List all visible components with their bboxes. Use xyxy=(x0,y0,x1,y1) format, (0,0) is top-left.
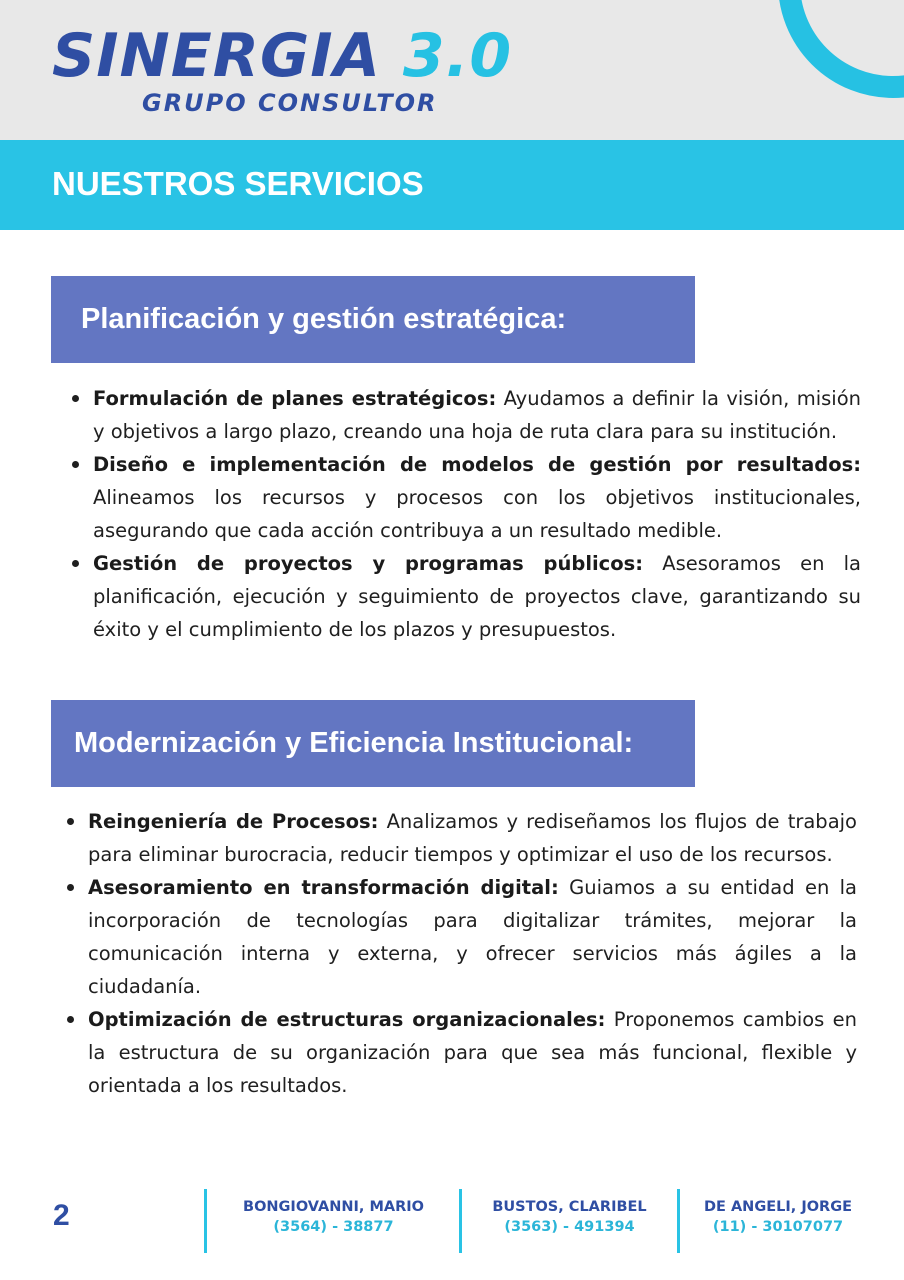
list-item xyxy=(88,1003,857,1102)
item-text: Guiamos a su entidad en la incorporación de tecnologías para digitalizar trámites, mejorar la comunicación interna y externa, y ofrecer servicios más ágiles a la ciudadanía. xyxy=(88,876,858,998)
item-heading: Diseño e implementación de modelos de gestión por resultados: xyxy=(93,453,861,476)
list-item xyxy=(88,805,857,871)
contact-bustos xyxy=(462,1197,677,1237)
item-text: Analizamos y rediseñamos los flujos de trabajo para eliminar burocracia, reducir tiempos y optimizar el uso de los recursos. xyxy=(88,810,857,866)
contact-name: BUSTOS, CLARIBEL xyxy=(492,1199,647,1215)
header xyxy=(0,0,904,140)
contact-phone: (11) - 30107077 xyxy=(712,1219,844,1235)
item-heading: Formulación de planes estratégicos: xyxy=(93,387,497,410)
service-list-modernization xyxy=(88,805,857,1102)
item-heading: Asesoramiento en transformación digital: xyxy=(88,876,559,899)
list-item xyxy=(88,871,857,1003)
contact-phone: (3563) - 491394 xyxy=(504,1219,635,1235)
contact-name: DE ANGELI, JORGE xyxy=(703,1199,853,1215)
section-header-planning xyxy=(51,276,695,363)
list-item xyxy=(93,382,861,448)
section-header-modernization xyxy=(51,700,695,787)
item-text: Asesoramos en la planificación, ejecución y seguimiento de proyectos clave, garantizando su éxito y el cumplimiento de los plazos y presupuestos. xyxy=(93,552,861,641)
item-text: Alineamos los recursos y procesos con los objetivos institucionales, asegurando que cada acción contribuya a un resultado medible. xyxy=(93,486,861,542)
item-heading: Optimización de estructuras organizacionales: xyxy=(88,1008,606,1031)
brand-name: SINERGIA xyxy=(52,21,381,91)
section-title: Planificación y gestión estratégica: xyxy=(81,303,567,335)
brand-version: 3.0 xyxy=(402,21,513,91)
page-number: 2 xyxy=(53,1199,70,1232)
brand-logo-title xyxy=(52,18,512,94)
item-text: Ayudamos a definir la visión, misión y objetivos a largo plazo, creando una hoja de ruta clara para su institución. xyxy=(93,387,862,443)
item-heading: Reingeniería de Procesos: xyxy=(88,810,379,833)
contact-name: BONGIOVANNI, MARIO xyxy=(243,1199,424,1215)
page-title: NUESTROS SERVICIOS xyxy=(52,165,424,202)
service-list-planning xyxy=(93,382,861,646)
item-text: Proponemos cambios en la estructura de su organización para que sea más funcional, flexible y orientada a los resultados. xyxy=(88,1008,857,1097)
contact-phone: (3564) - 38877 xyxy=(273,1219,394,1235)
section-title: Modernización y Eficiencia Institucional: xyxy=(74,727,634,759)
list-item xyxy=(93,448,861,547)
brand-subtitle: GRUPO CONSULTOR xyxy=(142,89,438,117)
item-heading: Gestión de proyectos y programas públicos: xyxy=(93,552,644,575)
decorative-ring xyxy=(778,0,904,98)
contact-deangeli xyxy=(680,1197,876,1237)
list-item xyxy=(93,547,861,646)
contact-bongiovanni xyxy=(207,1197,460,1237)
